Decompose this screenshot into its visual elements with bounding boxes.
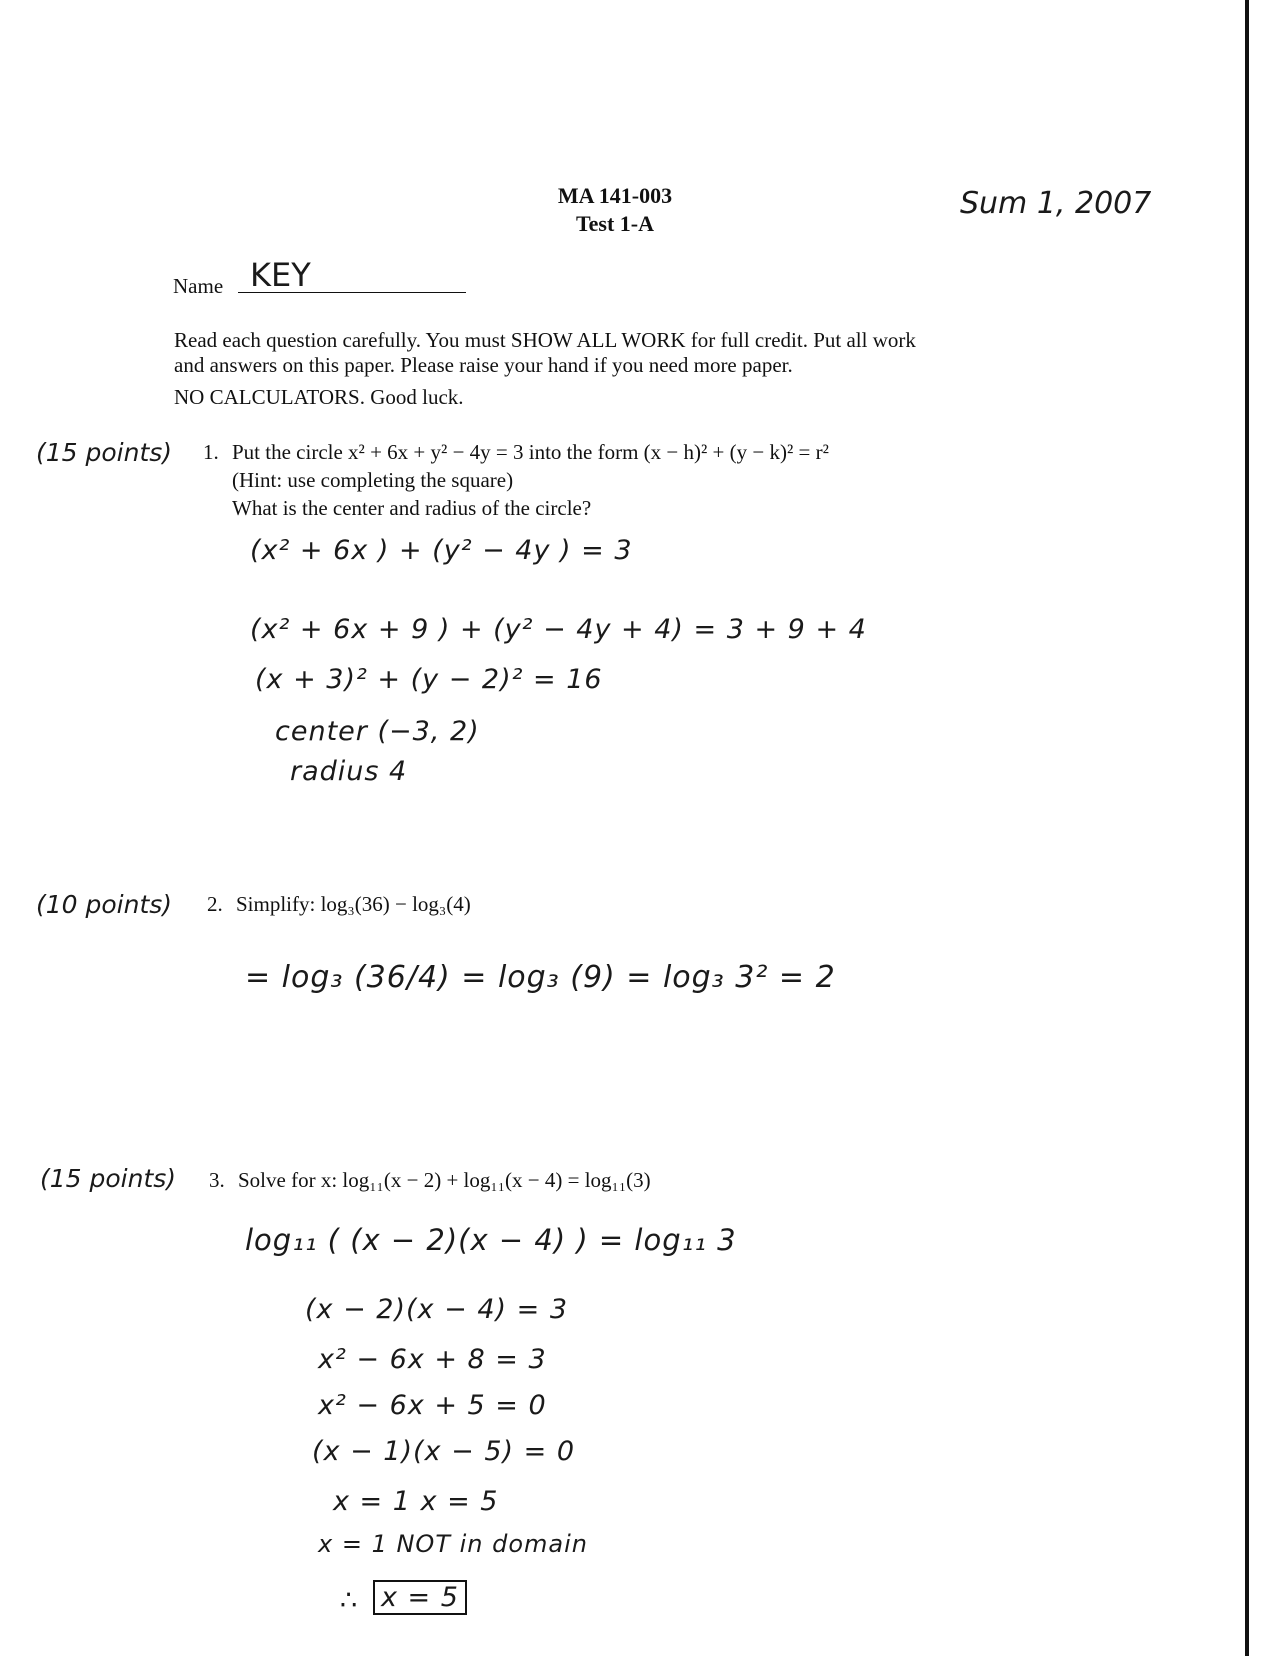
- points-note: (15 points): [40, 1164, 177, 1193]
- test-title: Test 1-A: [575, 211, 655, 236]
- work-line: (x + 3)² + (y − 2)² = 16: [255, 664, 603, 695]
- work-line: (x − 1)(x − 5) = 0: [312, 1436, 575, 1467]
- points-note: (10 points): [36, 890, 173, 919]
- instruction-line: NO CALCULATORS. Good luck.: [174, 385, 464, 409]
- work-line: = log₃ (36/4) = log₃ (9) = log₃ 3² = 2: [245, 960, 836, 995]
- work-line: (x − 2)(x − 4) = 3: [305, 1294, 568, 1325]
- therefore-symbol: ∴: [340, 1585, 359, 1616]
- question-prompt: What is the center and radius of the circle?: [232, 496, 592, 520]
- page-edge-border: [1245, 0, 1249, 1656]
- handwritten-date: Sum 1, 2007: [960, 186, 1152, 221]
- work-line: x² − 6x + 8 = 3: [318, 1344, 547, 1375]
- name-label: Name: [173, 274, 224, 298]
- question-prompt: Solve for x: log₁₁(x − 2) + log₁₁(x − 4) = log₁₁(3): [238, 1168, 651, 1192]
- question-prompt: (Hint: use completing the square): [232, 468, 514, 492]
- answer-center: center (−3, 2): [275, 716, 480, 747]
- points-note: (15 points): [36, 438, 173, 467]
- work-line: x = 1 NOT in domain: [318, 1530, 588, 1558]
- question-number: 3.: [209, 1168, 225, 1192]
- work-line: log₁₁ ( (x − 2)(x − 4) ) = log₁₁ 3: [245, 1223, 737, 1257]
- name-value: KEY: [250, 256, 311, 294]
- question-number: 2.: [207, 892, 223, 916]
- question-number: 1.: [203, 440, 219, 464]
- instruction-line: Read each question carefully. You must SHOW ALL WORK for full credit. Put all work: [174, 328, 916, 352]
- work-line: (x² + 6x ) + (y² − 4y ) = 3: [250, 535, 633, 566]
- question-prompt: Put the circle x² + 6x + y² − 4y = 3 into the form (x − h)² + (y − k)² = r²: [232, 440, 829, 464]
- final-answer-box: x = 5: [373, 1580, 467, 1615]
- instruction-line: and answers on this paper. Please raise your hand if you need more paper.: [174, 353, 793, 377]
- answer-radius: radius 4: [290, 756, 408, 787]
- work-line: x = 1 x = 5: [333, 1486, 499, 1517]
- question-prompt: Simplify: log₃(36) − log₃(4): [236, 892, 471, 916]
- work-line: (x² + 6x + 9 ) + (y² − 4y + 4) = 3 + 9 + 4: [250, 614, 867, 645]
- course-title: MA 141-003: [557, 183, 673, 208]
- work-line: x² − 6x + 5 = 0: [318, 1390, 547, 1421]
